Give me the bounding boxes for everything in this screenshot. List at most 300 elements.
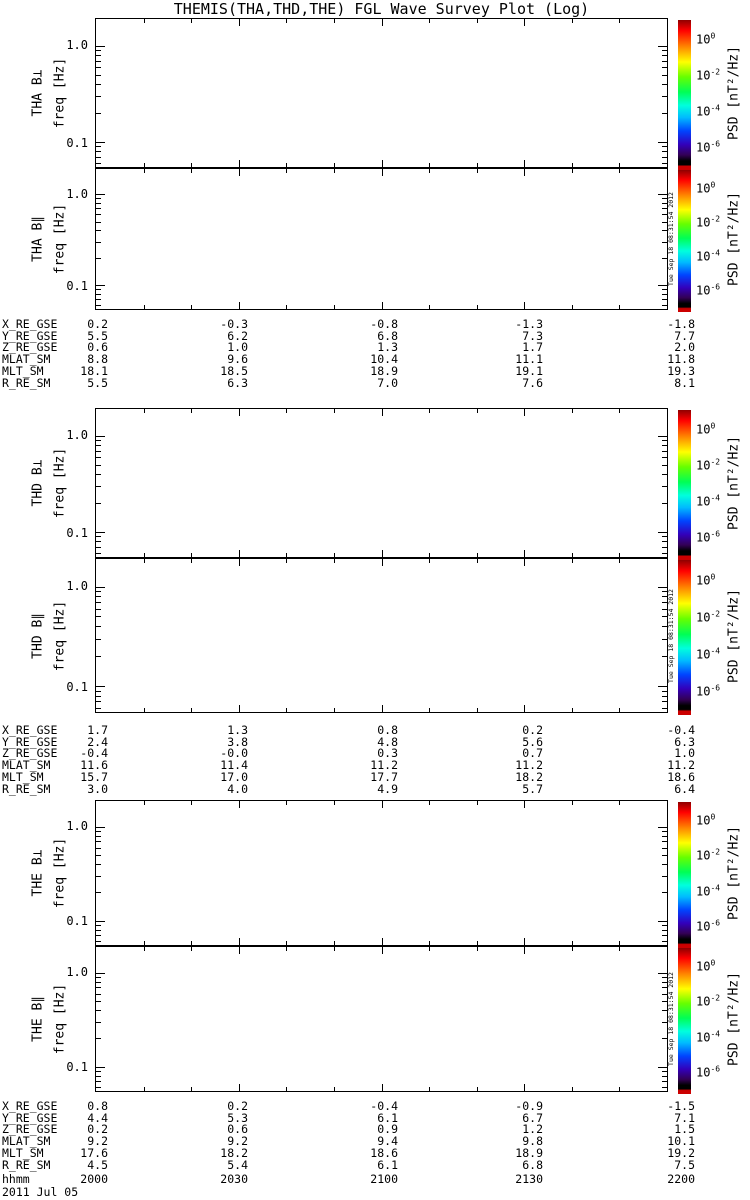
freq-tick-label: 1.0 — [66, 578, 88, 593]
freq-tick-label: 0.1 — [66, 679, 88, 694]
ephemeris-row-mlt_sm — [0, 769, 750, 784]
axis-tick — [429, 169, 430, 173]
axis-tick — [96, 157, 101, 158]
axis-tick — [96, 289, 101, 290]
freq-tick-label: 0.1 — [66, 525, 88, 540]
axis-tick — [239, 19, 240, 26]
axis-tick — [96, 1087, 101, 1088]
ephemeris-row-label: Y_RE_GSE — [2, 328, 58, 343]
axis-tick — [239, 160, 240, 167]
axis-tick — [96, 547, 101, 548]
axis-tick — [619, 409, 620, 413]
freq-axis-label: freq [Hz] — [52, 983, 68, 1055]
colorbar-tick-label: $10^0$ — [696, 31, 716, 47]
ephemeris-row-label: MLT_SM — [2, 363, 44, 378]
time-tick-label: 2130 — [515, 1172, 543, 1186]
ephemeris-value: 9.8 — [522, 1134, 543, 1149]
axis-tick — [96, 1081, 101, 1082]
axis-tick — [96, 486, 101, 487]
axis-tick — [524, 302, 525, 309]
ephemeris-value: 18.1 — [80, 363, 108, 378]
ephemeris-value: 0.8 — [87, 1099, 108, 1113]
ephemeris-value: 1.7 — [87, 723, 108, 737]
axis-tick — [96, 553, 101, 554]
ephemeris-value: 1.0 — [227, 340, 248, 355]
axis-tick — [572, 801, 573, 805]
freq-axis-label: freq [Hz] — [52, 837, 68, 909]
axis-tick — [239, 559, 240, 566]
axis-tick — [334, 553, 335, 557]
axis-tick — [239, 409, 240, 416]
axis-tick — [334, 801, 335, 805]
axis-tick — [96, 294, 101, 295]
ephemeris-value: 0.6 — [87, 340, 108, 355]
axis-tick — [662, 486, 667, 487]
ephemeris-value: 11.6 — [80, 758, 108, 773]
axis-tick — [286, 947, 287, 951]
freq-axis-label: freq [Hz] — [52, 600, 68, 671]
axis-tick — [662, 696, 667, 697]
axis-tick — [334, 1087, 335, 1091]
axis-tick — [96, 258, 101, 259]
axis-tick — [662, 848, 667, 849]
axis-tick — [96, 198, 101, 199]
axis-tick — [662, 1087, 667, 1088]
colorbar-tick-label: $10^{-4}$ — [696, 646, 721, 662]
axis-tick — [144, 941, 145, 945]
axis-tick — [429, 801, 430, 805]
axis-tick — [96, 587, 105, 588]
ephemeris-value: 6.8 — [377, 328, 398, 343]
axis-tick — [477, 1087, 478, 1091]
axis-tick — [144, 947, 145, 951]
axis-tick — [96, 305, 101, 306]
ephemeris-row-label: R_RE_SM — [2, 1157, 51, 1172]
axis-tick — [96, 616, 101, 617]
psd-colorbar — [678, 802, 691, 948]
axis-tick — [144, 163, 145, 167]
ephemeris-value: -0.9 — [515, 1099, 543, 1113]
axis-tick — [662, 836, 667, 837]
psd-axis-label: PSD [nT²/Hz] — [726, 192, 742, 286]
axis-tick — [96, 1022, 101, 1023]
axis-tick — [662, 941, 667, 942]
panel-thd-bpar — [0, 558, 750, 713]
axis-tick — [662, 157, 667, 158]
ephemeris-value: -0.4 — [667, 723, 695, 737]
ephemeris-value: 9.6 — [227, 352, 248, 367]
axis-tick — [662, 541, 667, 542]
axis-tick — [658, 532, 667, 533]
axis-tick — [334, 163, 335, 167]
axis-tick — [477, 708, 478, 712]
axis-tick — [96, 987, 101, 988]
axis-tick — [191, 801, 192, 805]
axis-tick — [286, 305, 287, 309]
axis-tick — [662, 50, 667, 51]
axis-tick — [662, 855, 667, 856]
axis-tick — [96, 708, 101, 709]
axis-tick — [96, 465, 101, 466]
ephemeris-value: 15.7 — [80, 769, 108, 784]
spectrogram-plot-area — [95, 168, 668, 310]
psd-colorbar — [678, 948, 691, 1094]
ephemeris-value: 6.8 — [522, 1157, 543, 1172]
ephemeris-value: 5.7 — [522, 781, 543, 796]
ephemeris-value: 18.6 — [667, 769, 695, 784]
ephemeris-value: 3.8 — [227, 734, 248, 749]
ephemeris-value: 10.4 — [370, 352, 398, 367]
axis-tick — [144, 553, 145, 557]
ephemeris-value: 0.2 — [522, 723, 543, 737]
ephemeris-value: -0.8 — [370, 317, 398, 331]
axis-tick — [334, 947, 335, 951]
axis-tick — [662, 547, 667, 548]
axis-tick — [662, 831, 667, 832]
colorbar-tick-label: $10^{-6}$ — [696, 1064, 721, 1080]
ephemeris-row-mlt_sm — [0, 363, 750, 378]
ephemeris-row-label: Z_RE_GSE — [2, 746, 58, 761]
axis-tick — [658, 921, 667, 922]
axis-tick — [477, 941, 478, 945]
axis-tick — [619, 553, 620, 557]
ephemeris-row-label: X_RE_GSE — [2, 1099, 58, 1113]
ephemeris-value: 6.1 — [377, 1157, 398, 1172]
axis-tick — [334, 941, 335, 945]
axis-tick — [96, 50, 101, 51]
freq-tick-label: 0.1 — [66, 278, 88, 293]
axis-tick — [662, 841, 667, 842]
axis-tick — [662, 61, 667, 62]
axis-tick — [662, 451, 667, 452]
axis-tick — [96, 973, 105, 974]
ephemeris-row-label: MLT_SM — [2, 1145, 44, 1160]
psd-axis-label: PSD [nT²/Hz] — [726, 46, 742, 140]
ephemeris-row-label: Y_RE_GSE — [2, 734, 58, 749]
axis-tick — [96, 222, 101, 223]
axis-tick — [96, 864, 101, 865]
axis-tick — [524, 938, 525, 945]
axis-tick — [662, 864, 667, 865]
axis-tick — [382, 1084, 383, 1091]
axis-tick — [96, 626, 101, 627]
axis-tick — [524, 160, 525, 167]
axis-tick — [658, 285, 667, 286]
axis-tick — [239, 705, 240, 712]
axis-tick — [286, 801, 287, 805]
axis-tick — [662, 465, 667, 466]
axis-tick — [662, 75, 667, 76]
axis-tick — [662, 163, 667, 164]
axis-tick — [572, 941, 573, 945]
ephemeris-row-label: Z_RE_GSE — [2, 1122, 58, 1137]
axis-tick — [477, 553, 478, 557]
axis-tick — [429, 559, 430, 563]
axis-tick — [96, 831, 101, 832]
axis-tick — [572, 947, 573, 951]
axis-tick — [524, 550, 525, 557]
creation-timestamp: Tue Sep 18 08:31:54 2012 — [667, 192, 675, 286]
freq-tick-label: 1.0 — [66, 186, 88, 201]
axis-tick — [191, 163, 192, 167]
axis-tick — [619, 305, 620, 309]
psd-colorbar — [678, 560, 691, 715]
spectrogram-plot-area — [95, 946, 668, 1092]
ephemeris-value: 7.7 — [674, 328, 695, 343]
ephemeris-row-y_re_gse — [0, 734, 750, 749]
axis-tick — [382, 169, 383, 176]
panel-the-bperp — [0, 800, 750, 946]
axis-tick — [96, 451, 101, 452]
axis-tick — [96, 214, 101, 215]
ephemeris-value: 10.1 — [667, 1134, 695, 1149]
ephemeris-value: 0.2 — [87, 1122, 108, 1137]
axis-tick — [662, 892, 667, 893]
colorbar-tick-label: $10^0$ — [696, 958, 716, 974]
axis-tick — [477, 409, 478, 413]
axis-tick — [382, 801, 383, 808]
axis-tick — [286, 1087, 287, 1091]
axis-tick — [382, 409, 383, 416]
panel-label: THA B⊥ — [30, 69, 46, 117]
colorbar-tick-label: $10^{-2}$ — [696, 457, 721, 473]
panel-tha-bperp — [0, 18, 750, 168]
ephemeris-value: 19.2 — [667, 1145, 695, 1160]
freq-tick-label: 0.1 — [66, 914, 88, 929]
axis-tick — [191, 708, 192, 712]
axis-tick — [144, 169, 145, 173]
axis-tick — [382, 705, 383, 712]
ephemeris-row-label: MLAT_SM — [2, 758, 51, 773]
colorbar-tick-label: $10^{-4}$ — [696, 103, 721, 119]
colorbar-tick-label: $10^{-2}$ — [696, 214, 721, 230]
colorbar-tick-label: $10^0$ — [696, 421, 716, 437]
axis-tick — [286, 409, 287, 413]
axis-tick — [96, 194, 105, 195]
ephemeris-value: 6.1 — [377, 1110, 398, 1125]
psd-axis-label: PSD [nT²/Hz] — [726, 826, 742, 920]
colorbar-tick-label: $10^0$ — [696, 572, 716, 588]
axis-tick — [191, 305, 192, 309]
panel-label: THE B⊥ — [30, 849, 46, 897]
colorbar-tick-label: $10^0$ — [696, 180, 716, 196]
panel-tha-bpar — [0, 168, 750, 310]
ephemeris-value: 4.0 — [227, 781, 248, 796]
axis-tick — [96, 691, 101, 692]
axis-tick — [96, 75, 101, 76]
axis-tick — [334, 305, 335, 309]
creation-timestamp: Tue Sep 18 08:31:54 2012 — [667, 588, 675, 683]
ephemeris-value: 1.7 — [522, 340, 543, 355]
axis-tick — [96, 596, 101, 597]
ephemeris-row-y_re_gse — [0, 1110, 750, 1125]
date-label: 2011 Jul 05 — [2, 1185, 79, 1199]
axis-tick — [239, 550, 240, 557]
freq-axis-label: freq [Hz] — [52, 447, 68, 519]
axis-tick — [96, 836, 101, 837]
panel-thd-bperp — [0, 408, 750, 558]
colorbar-tick-label: $10^{-2}$ — [696, 67, 721, 83]
axis-tick — [662, 1076, 667, 1077]
axis-tick — [662, 294, 667, 295]
colorbar-tick-label: $10^{-2}$ — [696, 993, 721, 1009]
axis-tick — [334, 708, 335, 712]
ephemeris-value: 18.6 — [370, 1145, 398, 1160]
axis-tick — [429, 409, 430, 413]
ephemeris-row-r_re_sm — [0, 1157, 750, 1172]
panel-label: THA B∥ — [30, 216, 46, 262]
axis-tick — [96, 203, 101, 204]
axis-tick — [477, 559, 478, 563]
colorbar-tick-label: $10^{-2}$ — [696, 847, 721, 863]
ephemeris-value: 1.0 — [674, 746, 695, 761]
axis-tick — [96, 656, 101, 657]
colorbar-tick-label: $10^{-4}$ — [696, 493, 721, 509]
axis-tick — [572, 409, 573, 413]
axis-tick — [382, 559, 383, 566]
axis-tick — [619, 947, 620, 951]
axis-tick — [334, 409, 335, 413]
ephemeris-row-label: MLAT_SM — [2, 352, 51, 367]
axis-tick — [144, 1087, 145, 1091]
axis-tick — [662, 876, 667, 877]
axis-tick — [662, 67, 667, 68]
axis-tick — [286, 559, 287, 563]
axis-tick — [429, 947, 430, 951]
psd-axis-label: PSD [nT²/Hz] — [726, 436, 742, 530]
axis-tick — [144, 305, 145, 309]
freq-tick-label: 1.0 — [66, 965, 88, 980]
axis-tick — [662, 305, 667, 306]
axis-tick — [96, 1076, 101, 1077]
axis-tick — [334, 19, 335, 23]
ephemeris-value: 1.5 — [674, 1122, 695, 1137]
axis-tick — [96, 1067, 105, 1068]
ephemeris-value: 0.3 — [377, 746, 398, 761]
creation-timestamp: Tue Sep 18 08:31:54 2012 — [667, 972, 675, 1066]
axis-tick — [191, 947, 192, 951]
axis-tick — [662, 701, 667, 702]
ephemeris-value: 6.4 — [674, 781, 695, 796]
axis-tick — [658, 46, 667, 47]
ephemeris-value: 5.5 — [87, 375, 108, 390]
ephemeris-value: 5.4 — [227, 1157, 248, 1172]
axis-tick — [96, 536, 101, 537]
ephemeris-value: 9.2 — [227, 1134, 248, 1149]
axis-tick — [96, 686, 105, 687]
ephemeris-value: 19.3 — [667, 363, 695, 378]
axis-tick — [96, 935, 101, 936]
axis-tick — [429, 305, 430, 309]
axis-tick — [429, 1087, 430, 1091]
axis-tick — [96, 445, 101, 446]
ephemeris-value: 0.8 — [377, 723, 398, 737]
axis-tick — [524, 947, 525, 954]
spectrogram-plot-area — [95, 800, 668, 946]
freq-tick-label: 1.0 — [66, 428, 88, 442]
axis-tick — [191, 553, 192, 557]
axis-tick — [96, 457, 101, 458]
ephemeris-value: 0.2 — [227, 1099, 248, 1113]
psd-colorbar — [678, 20, 691, 170]
freq-tick-label: 0.1 — [66, 135, 88, 150]
axis-tick — [96, 503, 101, 504]
axis-tick — [286, 163, 287, 167]
psd-axis-label: PSD [nT²/Hz] — [726, 972, 742, 1066]
colorbar-tick-label: $10^{-4}$ — [696, 1029, 721, 1045]
axis-tick — [239, 801, 240, 808]
axis-tick — [96, 299, 101, 300]
axis-tick — [96, 848, 101, 849]
axis-tick — [96, 55, 101, 56]
axis-tick — [662, 930, 667, 931]
axis-tick — [572, 169, 573, 173]
axis-tick — [96, 930, 101, 931]
axis-tick — [524, 559, 525, 566]
axis-tick — [524, 1084, 525, 1091]
ephemeris-value: 11.2 — [515, 758, 543, 773]
axis-tick — [524, 409, 525, 416]
axis-tick — [662, 935, 667, 936]
axis-tick — [658, 973, 667, 974]
ephemeris-row-label: R_RE_SM — [2, 781, 51, 796]
axis-tick — [382, 19, 383, 26]
ephemeris-row-label: X_RE_GSE — [2, 723, 58, 737]
axis-tick — [429, 941, 430, 945]
axis-tick — [96, 994, 101, 995]
axis-tick — [191, 559, 192, 563]
ephemeris-value: 8.8 — [87, 352, 108, 367]
ephemeris-value: 0.2 — [87, 317, 108, 331]
axis-tick — [96, 876, 101, 877]
axis-tick — [524, 169, 525, 176]
ephemeris-row-label: Y_RE_GSE — [2, 1110, 58, 1125]
axis-tick — [96, 474, 101, 475]
axis-tick — [96, 696, 101, 697]
ephemeris-value: -1.3 — [515, 317, 543, 331]
axis-tick — [524, 801, 525, 808]
axis-tick — [572, 559, 573, 563]
axis-tick — [96, 941, 101, 942]
ephemeris-row-x_re_gse — [0, 725, 750, 737]
axis-tick — [239, 938, 240, 945]
axis-tick — [96, 440, 101, 441]
ephemeris-value: -0.4 — [80, 746, 108, 761]
axis-tick — [96, 1001, 101, 1002]
axis-tick — [572, 19, 573, 23]
axis-tick — [191, 409, 192, 413]
axis-tick — [662, 299, 667, 300]
axis-tick — [662, 113, 667, 114]
axis-tick — [662, 84, 667, 85]
axis-tick — [572, 1087, 573, 1091]
axis-tick — [96, 151, 101, 152]
axis-tick — [96, 46, 105, 47]
time-axis-label: hhmm — [2, 1172, 30, 1186]
axis-tick — [144, 19, 145, 23]
axis-tick — [96, 84, 101, 85]
ephemeris-value: 18.9 — [515, 1145, 543, 1160]
freq-tick-label: 1.0 — [66, 819, 88, 834]
axis-tick — [96, 609, 101, 610]
axis-tick — [658, 142, 667, 143]
axis-tick — [96, 96, 101, 97]
axis-tick — [572, 305, 573, 309]
ephemeris-value: 2.4 — [87, 734, 108, 749]
axis-tick — [96, 163, 101, 164]
axis-tick — [96, 532, 105, 533]
ephemeris-value: 4.5 — [87, 1157, 108, 1172]
